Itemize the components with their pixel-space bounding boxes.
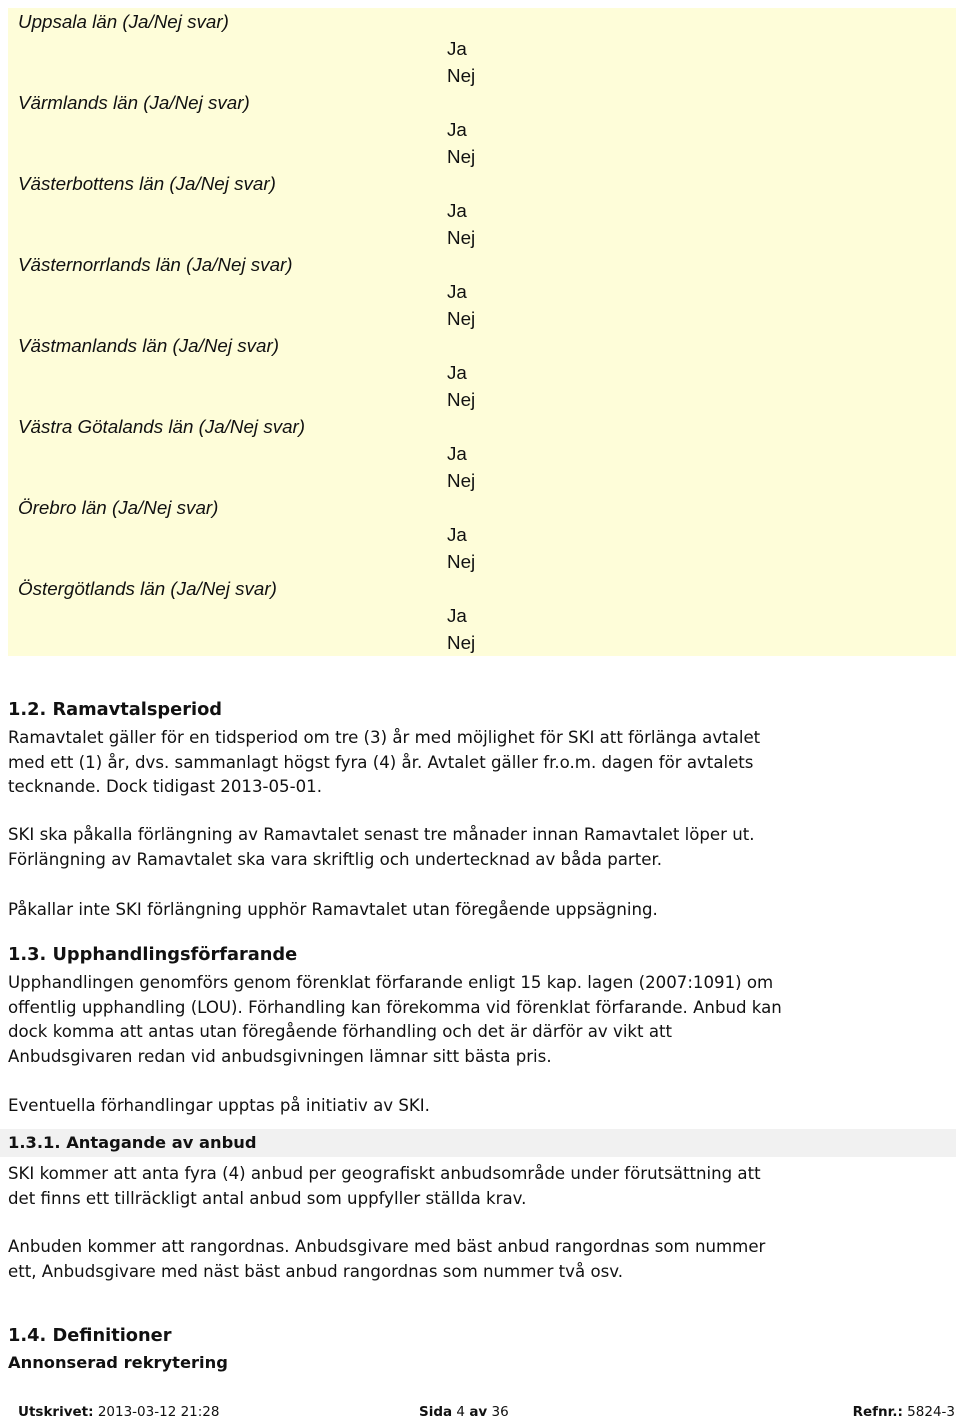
option-ja: Ja	[447, 524, 467, 545]
county-question-vastmanland	[8, 332, 956, 413]
section-heading-upphandlingsforfarande: 1.3. Upphandlingsförfarande	[8, 944, 298, 965]
option-ja: Ja	[447, 443, 467, 464]
county-question-label: Västerbottens län (Ja/Nej svar)	[18, 173, 276, 194]
county-question-label: Västernorrlands län (Ja/Nej svar)	[18, 254, 293, 275]
option-ja: Ja	[447, 281, 467, 302]
county-question-vastra-gotaland	[8, 413, 956, 494]
paragraph-forlangning: SKI ska påkalla förlängning av Ramavtalet senast tre månader innan Ramavtalet löper ut. Förlängning av Ramavtalet ska vara skriftlig och undertecknad av båda parter.	[8, 825, 755, 869]
printed-date	[18, 1403, 219, 1421]
option-nej: Nej	[447, 227, 476, 248]
option-nej: Nej	[447, 65, 476, 86]
page-label: Sida	[419, 1404, 453, 1420]
county-question-label: Uppsala län (Ja/Nej svar)	[18, 11, 229, 32]
county-question-box	[8, 8, 956, 656]
option-ja: Ja	[447, 38, 467, 59]
page-number: 4	[456, 1404, 466, 1420]
page-indicator	[419, 1403, 509, 1421]
county-question-label: Östergötlands län (Ja/Nej svar)	[18, 578, 277, 599]
paragraph-rangordning: Anbuden kommer att rangordnas. Anbudsgivare med bäst anbud rangordnas som nummer ett, Anbudsgivare med näst bäst anbud rangordnas som nummer två osv.	[8, 1237, 766, 1281]
page-of-label: av	[469, 1404, 488, 1420]
county-question-orebro	[8, 494, 956, 575]
option-ja: Ja	[447, 605, 467, 626]
county-question-vasternorrland	[8, 251, 956, 332]
definition-term-annonserad-rekrytering: Annonserad rekrytering	[8, 1353, 228, 1372]
option-nej: Nej	[447, 551, 476, 572]
option-ja: Ja	[447, 119, 467, 140]
printed-date-value: 2013-03-12 21:28	[97, 1404, 220, 1420]
county-question-label: Örebro län (Ja/Nej svar)	[18, 497, 219, 518]
county-question-ostergotland	[8, 575, 956, 656]
reference-label: Refnr.:	[852, 1404, 903, 1420]
option-nej: Nej	[447, 146, 476, 167]
option-nej: Nej	[447, 308, 476, 329]
paragraph-forenklat-forfarande: Upphandlingen genomförs genom förenklat förfarande enligt 15 kap. lagen (2007:1091) om offentlig upphandling (LOU). Förhandling kan förekomma vid förenklat förfarande. Anbud kan dock komma att antas utan föregående förhandling och det är därför av vikt att Anbudsgivaren redan vid anbudsgivningen lämnar sitt bästa pris.	[8, 973, 782, 1066]
section-heading-definitioner: 1.4. Definitioner	[8, 1325, 172, 1346]
county-question-label: Värmlands län (Ja/Nej svar)	[18, 92, 250, 113]
option-nej: Nej	[447, 632, 476, 653]
paragraph-avtalsperiod: Ramavtalet gäller för en tidsperiod om tre (3) år med möjlighet för SKI att förlänga avtalet med ett (1) år, dvs. sammanlagt högst fyra (4) år. Avtalet gäller fr.o.m. dagen för avtalets tecknande. Dock tidigast 2013-05-01.	[8, 728, 761, 796]
paragraph-antagande: SKI kommer att anta fyra (4) anbud per geografiskt anbudsområde under förutsättning att det finns ett tillräckligt antal anbud som uppfyller ställda krav.	[8, 1164, 761, 1208]
option-ja: Ja	[447, 362, 467, 383]
county-question-label: Västmanlands län (Ja/Nej svar)	[18, 335, 279, 356]
reference-number	[853, 1403, 955, 1421]
section-heading-ramavtalsperiod: 1.2. Ramavtalsperiod	[8, 699, 223, 720]
paragraph-uppsagning: Påkallar inte SKI förlängning upphör Ramavtalet utan föregående uppsägning.	[8, 900, 658, 919]
printed-date-label: Utskrivet:	[18, 1404, 94, 1420]
option-nej: Nej	[447, 389, 476, 410]
reference-value: 5824-3	[907, 1404, 955, 1420]
county-question-uppsala	[8, 8, 956, 89]
page-total: 36	[491, 1404, 509, 1420]
option-nej: Nej	[447, 470, 476, 491]
subsection-heading-antagande-av-anbud: 1.3.1. Antagande av anbud	[8, 1133, 257, 1152]
option-ja: Ja	[447, 200, 467, 221]
county-question-vasterbotten	[8, 170, 956, 251]
county-question-varmland	[8, 89, 956, 170]
county-question-label: Västra Götalands län (Ja/Nej svar)	[18, 416, 306, 437]
paragraph-forhandlingar: Eventuella förhandlingar upptas på initiativ av SKI.	[8, 1096, 430, 1115]
